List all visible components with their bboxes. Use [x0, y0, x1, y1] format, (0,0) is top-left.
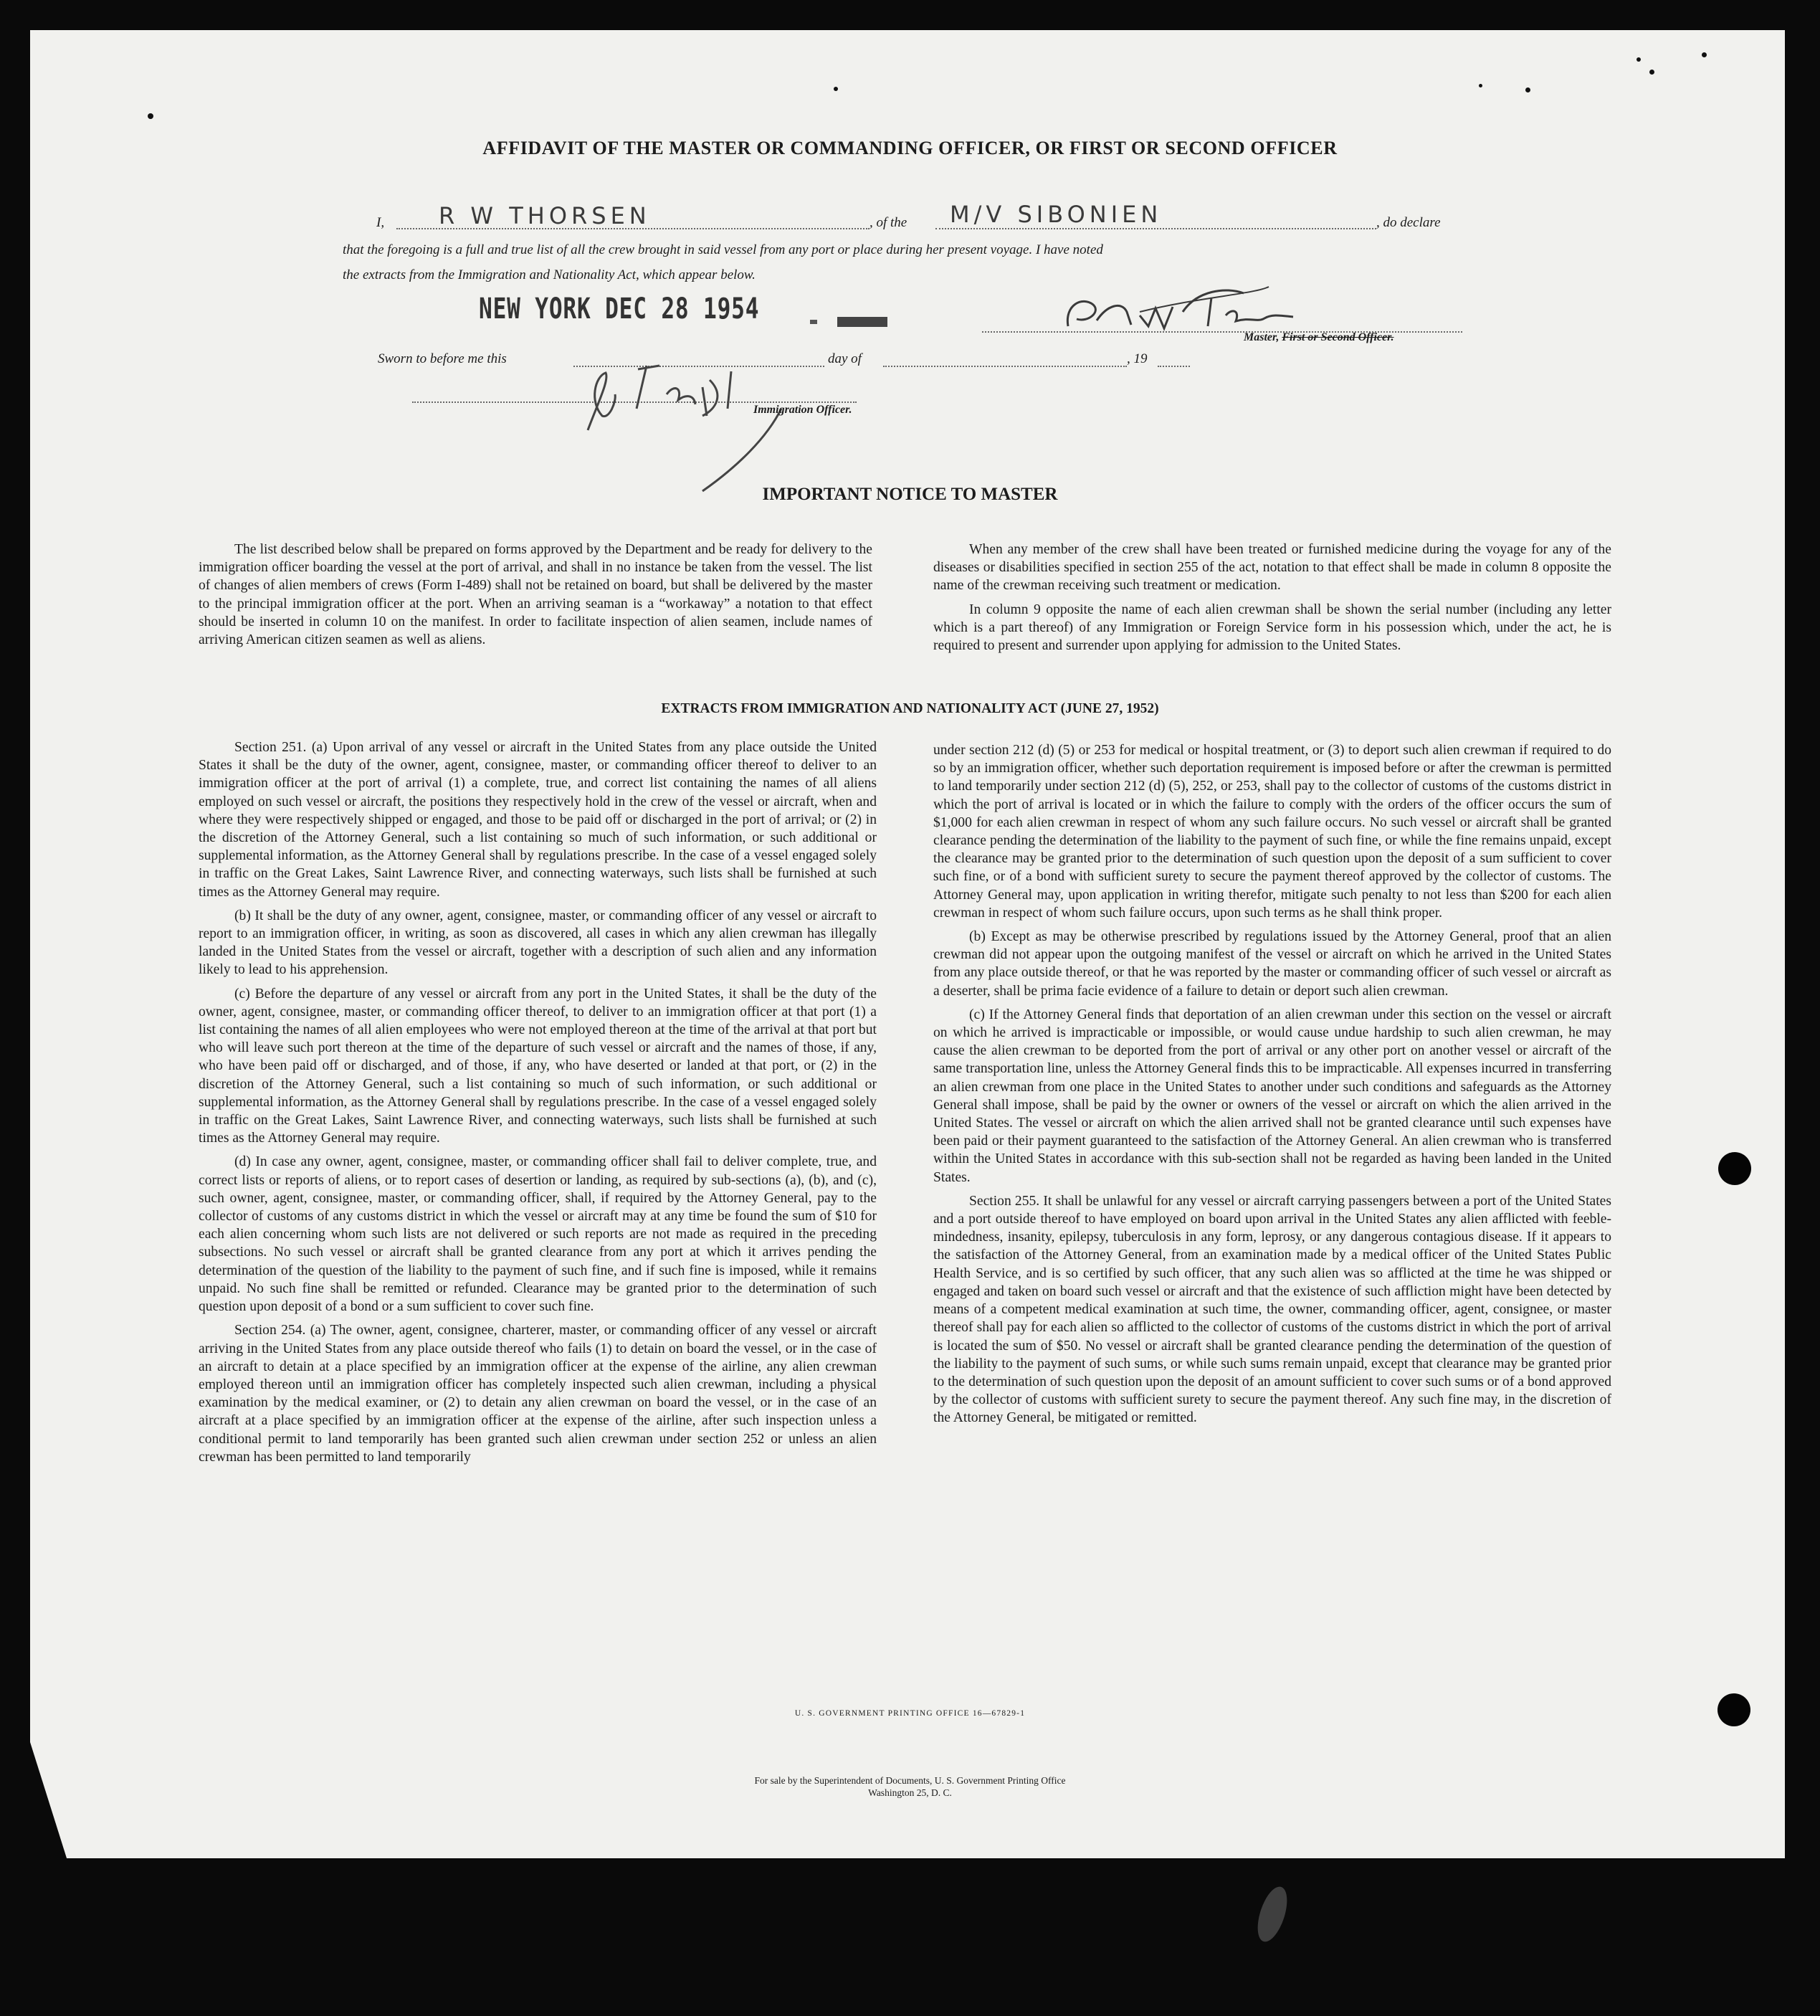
scan-glare — [1252, 1883, 1292, 1946]
extract-paragraph: Section 254. (a) The owner, agent, consignee, charterer, master, or commanding officer of any vessel or aircraft arriving in the United States from any place outside thereof who fails (1) to detain on board the vessel, or in the case of an aircraft to detain at a place specified by an immigration officer at the expense of the airline, any alien crewman employed thereon until an immigration officer has completely inspected such alien crewman, including a physical examination by the medical examiner, or (2) to detain any alien crewman on board the vessel, or in the case of an aircraft at a place specified by an immigration officer at the expense of the airline, after such inspection unless a conditional permit to land temporarily has been granted such alien crewman under section 252 or unless an alien crewman has been permitted to land temporarily — [199, 1323, 877, 1465]
extract-paragraph: (b) It shall be the duty of any owner, agent, consignee, master, or commanding officer of any vessel or aircraft to report to an immigration officer, in writing, as soon as discovered, all cases in which any alien crewman has illegally landed in the United States from the vessel or aircraft, together with a description of such alien and any information likely to lead to his apprehension. — [199, 908, 877, 978]
notice-right-column — [933, 541, 1611, 660]
extract-paragraph: (b) Except as may be otherwise prescribed by regulations issued by the Attorney General, proof that an alien crewman did not appear upon the outgoing manifest of the vessel or aircraft on which he arrived in the United States from any place outside thereof, or that he was reported by the master or commanding officer of such vessel or aircraft as a deserter, shall be prima facie evidence of a failure to detain or deport such alien crewman. — [933, 929, 1611, 999]
of-the-label: , of the — [869, 215, 907, 230]
speck — [1525, 87, 1530, 92]
sworn-label: Sworn to before me this — [378, 351, 507, 366]
declaration-line-1: that the foregoing is a full and true list of all the crew brought in said vessel from any port or place during her present voyage. I have noted — [343, 242, 1103, 257]
immigration-officer-signature — [566, 358, 824, 495]
crew-master-name: R W THORSEN — [439, 202, 651, 229]
speck — [834, 87, 838, 91]
speck — [1636, 57, 1641, 62]
day-of-label: day of — [828, 351, 862, 366]
extract-paragraph: (d) In case any owner, agent, consignee, master, or commanding officer shall fail to deliver complete, true, and correct lists or reports of aliens, or to report cases of desertion or landing, as required by sub-sections (a), (b), and (c), such owner, agent, consignee, master, or commanding officer, shall, if required by the Attorney General, pay to the collector of customs of any customs district in which the vessel or aircraft may at any time be found the sum of $10 for each alien concerning whom such lists are not delivered or such reports are not made as required in the preceding subsections. No such vessel or aircraft shall be granted clearance from any port at which it arrives pending the determination of the question of the liability to the payment of such fine, and if such fine is imposed, while it remains unpaid. No such fine shall be remitted or refunded. Clearance may be granted prior to the determination of such question upon deposit of a bond or a sum sufficient to cover such fine. — [199, 1154, 877, 1315]
sale-line-1: For sale by the Superintendent of Documents, U. S. Government Printing Office — [754, 1775, 1066, 1786]
speck — [1649, 70, 1654, 75]
vessel-name: M/V SIBONIEN — [950, 201, 1163, 228]
do-declare-label: , do declare — [1376, 215, 1441, 230]
punch-hole-upper — [1718, 1152, 1751, 1185]
extract-paragraph: (c) If the Attorney General finds that deportation of an alien crewman under this section on the vessel or aircraft on which he arrived is impracticable or impossible, or would cause undue hardship to such alien crewman, he may cause the alien crewman to be deported from the port of arrival or any other port on another vessel or aircraft of the same transportation line, unless the Attorney General finds this to be impracticable. All expenses incurred in transferring an alien crewman from one place in the United States to another under such conditions and safeguards as the Attorney General shall impose, shall be paid by the owner or owners of the vessel or aircraft on which the alien arrived in the United States. The vessel or aircraft on which the alien arrived shall not be granted clearance until such expenses have been paid or their payment guaranteed to the satisfaction of the Attorney General. An alien crewman who is transferred within the United States in accordance with this sub-section shall not be regarded as having been landed in the United States. — [933, 1007, 1611, 1185]
speck — [1479, 84, 1482, 87]
notice-left-column — [199, 541, 872, 655]
sale-line-2: Washington 25, D. C. — [868, 1787, 952, 1798]
stamp-smudge — [803, 313, 896, 334]
extract-paragraph: Section 251. (a) Upon arrival of any vessel or aircraft in the United States from any place outside the United States it shall be the duty of the owner, agent, consignee, master, or commanding officer thereof to deliver to an immigration officer at the port of arrival (1) a complete, true, and correct list containing the names of all aliens employed on such vessel or aircraft, the positions they respectively hold in the crew of the vessel or aircraft, when and where they were respectively shipped or engaged, and those to be paid off or discharged in the port of arrival; or (2) in the discretion of the Attorney General, such a list containing so much of such information, or such additional or supplemental information, as the Attorney General shall by regulations prescribe. In the case of a vessel engaged solely in traffic on the Great Lakes, Saint Lawrence River, and connecting waterways, such lists shall be furnished at such times as the Attorney General may require. — [199, 740, 877, 900]
officer-caption: Immigration Officer. — [753, 404, 852, 416]
notice-right-paragraph-2: In column 9 opposite the name of each alien crewman shall be shown the serial number (including any letter which is a part thereof) of any Immigration or Foreign Service form in his possession which, under the act, he is required to present and surrender upon applying for admission to the United States. — [933, 602, 1611, 654]
i-label: I, — [376, 215, 385, 230]
torn-corner — [30, 1742, 67, 1860]
extracts-left-column — [199, 738, 877, 1472]
master-label: Master, — [1244, 331, 1280, 343]
struck-officer-label: First or Second Officer. — [1282, 331, 1394, 343]
master-caption — [1244, 331, 1394, 344]
speck — [148, 113, 153, 119]
vessel-line — [935, 228, 1376, 229]
speck — [1702, 52, 1707, 57]
printer-line: U. S. GOVERNMENT PRINTING OFFICE 16—67829-1 — [794, 1709, 1026, 1718]
year-label: , 19 — [1127, 351, 1148, 366]
notice-right-paragraph-1: When any member of the crew shall have been treated or furnished medicine during the voyage for any of the diseases or disabilities specified in section 255 of the act, notation to that effect shall be made in column 8 opposite the name of the crewman receiving such treatment or medication. — [933, 542, 1611, 594]
extract-paragraph: Section 255. It shall be unlawful for any vessel or aircraft carrying passengers between a port of the United States and a port outside thereof to have employed on board upon arrival in the United States any alien afflicted with feeble-mindedness, insanity, epilepsy, tuberculosis in any form, leprosy, or any dangerous contagious disease. If it appears to the satisfaction of the Attorney General, from an examination made by a medical officer of the United States Public Health Service, and is so certified by such officer, that any such alien was so afflicted at the time he was shipped or engaged and taken on board such vessel or aircraft and that the existence of such affliction might have been detected by means of a competent medical examination at such time, the owner, commanding officer, agent, consignee, or master thereof shall pay for each alien so afflicted to the collector of customs of the customs district in which the port of arrival is located the sum of $50. No vessel or aircraft shall be granted clearance pending the determination of the question of the liability to the payment of such sums, or while such sums remain unpaid, except that clearance may be granted prior to the determination of such question upon the deposit of an amount sufficient to cover such sums or of a bond approved by the collector of customs with sufficient surety to secure the payment thereof. Any such fine may, in the discretion of the Attorney General, be mitigated or remitted. — [933, 1193, 1611, 1426]
date-stamp: NEW YORK DEC 28 1954 — [479, 293, 760, 325]
extracts-right-column — [933, 741, 1611, 1433]
sworn-month-line — [883, 366, 1127, 367]
extracts-title: EXTRACTS FROM IMMIGRATION AND NATIONALITY ACT (JUNE 27, 1952) — [661, 701, 1159, 716]
extract-paragraph: under section 212 (d) (5) or 253 for medical or hospital treatment, or (3) to deport such alien crewman if required to do so by an immigration officer, whether such deportation requirement is imposed before or after the crewman is permitted to land temporarily under section 212 (d) (5), 252, or 253, shall pay to the collector of customs of the customs district in which the port of arrival is located or in which the failure to comply with the orders of the officer occurs the sum of $1,000 for each alien crewman in respect of whom any such failure occurs. No such vessel or aircraft shall be granted clearance pending the determination of the liability to the payment of such fine, or while the fine remains unpaid, except the clearance may be granted prior to the determination of such question upon the deposit of a sum sufficient to cover such fine, or of a bond with sufficient surety to secure the payment thereof approved by the collector of customs. The Attorney General may, upon application in writing therefor, mitigate such penalty to not less than $200 for each alien crewman in respect of whom such failure occurs, upon such terms as he shall think proper. — [933, 743, 1611, 921]
sworn-year-line — [1158, 366, 1190, 367]
declaration-line-2: the extracts from the Immigration and Nationality Act, which appear below. — [343, 267, 756, 282]
notice-left-paragraph: The list described below shall be prepared on forms approved by the Department and be ready for delivery to the immigration officer boarding the vessel at the port of arrival, and shall in no instance be taken from the vessel. The list of changes of alien members of crews (Form I-489) shall not be retained on board, but shall be delivered by the master to the principal immigration officer at the port. When an arriving seaman is a “workaway” a notation to that effect should be inserted in column 10 on the manifest. In order to facilitate inspection of alien seamen, include names of arriving American citizen seamen as well as aliens. — [199, 542, 872, 648]
affidavit-title: AFFIDAVIT OF THE MASTER OR COMMANDING OFFICER, OR FIRST OR SECOND OFFICER — [482, 138, 1338, 158]
extract-paragraph: (c) Before the departure of any vessel or aircraft from any port in the United States, it shall be the duty of the owner, agent, consignee, master, or commanding officer thereof, to deliver to an immigration officer at that port (1) a list containing the names of all alien employees who were not employed thereon at the time of the arrival at that port but who will leave such port thereon at the time of the departure of such vessel or aircraft and the names of those, if any, who have been paid off or discharged, and of those, if any, who have deserted or landed at that port, or (2) in the discretion of the Attorney General, such a list containing so much of such information, or such additional or supplemental information, as the Attorney General shall by regulations prescribe. In the case of a vessel engaged solely in traffic on the Great Lakes, Saint Lawrence River, and connecting waterways, such lists shall be furnished at such times as the Attorney General may require. — [199, 986, 877, 1146]
notice-title: IMPORTANT NOTICE TO MASTER — [762, 485, 1058, 504]
